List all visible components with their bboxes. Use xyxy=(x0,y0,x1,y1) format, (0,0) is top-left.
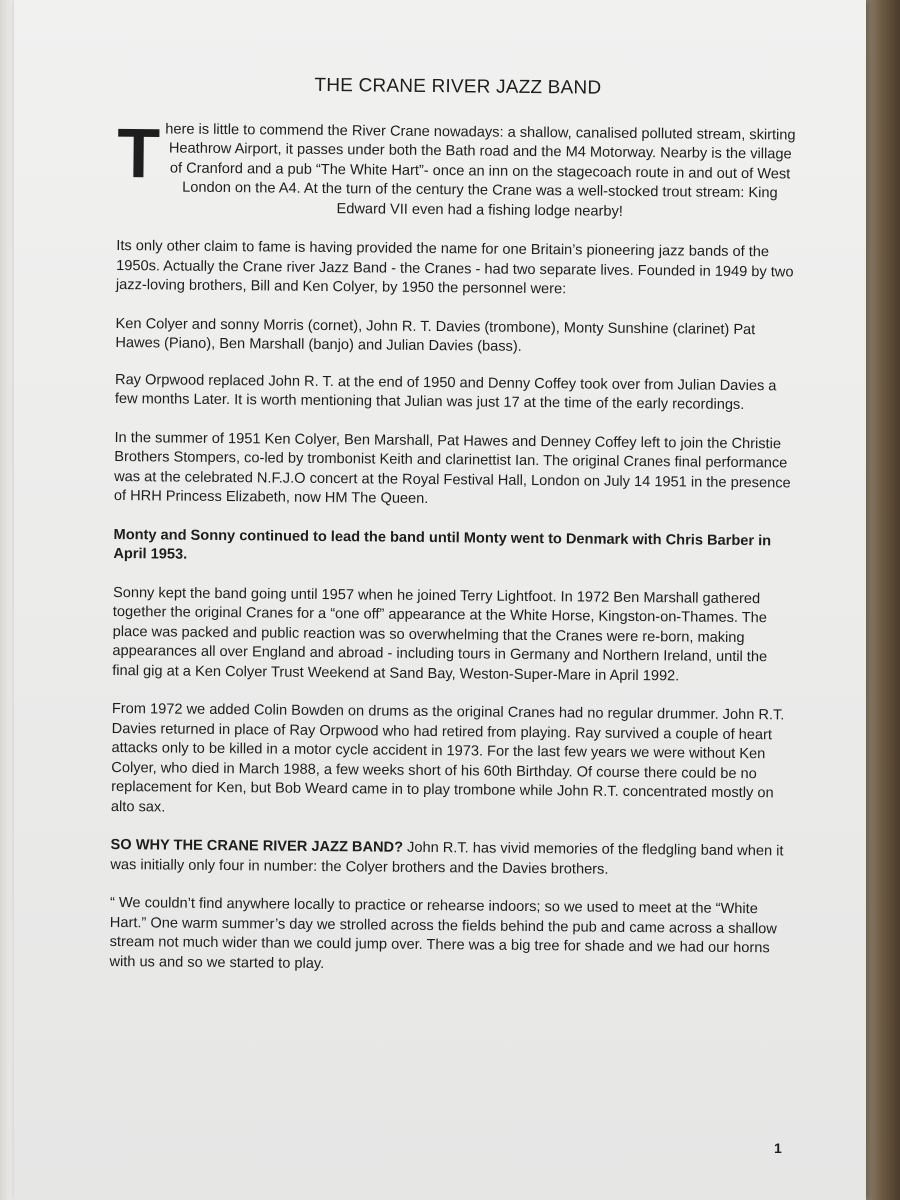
paragraph-1951: In the summer of 1951 Ken Colyer, Ben Marshall, Pat Hawes and Denney Coffey left to join the Christie Brothers Stompers, co-led by trombonist Keith and clarinettist Ian. The original Cranes final performance was at the celebrated N.F.J.O concert at the Royal Festival Hall, London on July 14 1951 in the presence of HRH Princess Elizabeth, now HM The Queen. xyxy=(113,429,791,507)
page-number: 1 xyxy=(774,1140,782,1156)
why-heading: SO WHY THE CRANE RIVER JAZZ BAND? xyxy=(110,836,404,856)
page-left-edge xyxy=(0,0,14,1200)
paragraph-claim-to-fame: Its only other claim to fame is having provided the name for one Britain’s pioneering jazz bands of the 1950s. Actually the Crane river Jazz Band - the Cranes - had two separate lives. Founded in 1949 by two jazz-loving brothers, Bill and Ken Colyer, by 1950 the personnel were: xyxy=(115,237,794,298)
paragraph-why xyxy=(110,836,790,882)
intro-text: here is little to commend the River Crane nowadays: a shallow, canalised polluted stream, skirting Heathrow Airport, it passes under both the Bath road and the M4 Motorway. Nearby is the village of Cranford and a pub “The White Hart”- once an inn on the stagecoach route in and out of West London on the A4. At the turn of the century the Crane was a well-stocked trout stream: King Edward VII even had a fishing lodge nearby! xyxy=(165,120,796,220)
paragraph-personnel: Ken Colyer and sonny Morris (cornet), John R. T. Davies (trombone), Monty Sunshine (clarinet) Pat Hawes (Piano), Ben Marshall (banjo) and Julian Davies (bass). xyxy=(115,315,756,355)
intro-paragraph xyxy=(116,113,798,223)
drop-cap: T xyxy=(116,113,161,192)
document-body xyxy=(109,74,798,997)
paragraph-1972: From 1972 we added Colin Bowden on drums as the original Cranes had no regular drummer. John R.T. Davies returned in place of Ray Orpwood who had retired from playing. Ray survived a couple of heart attacks only to be killed in a motor cycle accident in 1973. For the last few years we were without Ken Colyer, who died in March 1988, a few weeks short of his 60th Birthday. Of course there could be no replacement for Ken, but Bob Weard came in to play trombone while John R.T. concentrated mostly on alto sax. xyxy=(110,700,785,815)
paragraph-orpwood: Ray Orpwood replaced John R. T. at the end of 1950 and Denny Coffey took over from Julian Davies a few months Later. It is worth mentioning that Julian was just 17 at the time of the early recordings. xyxy=(114,371,777,414)
paragraph-sonny: Sonny kept the band going until 1957 when he joined Terry Lightfoot. In 1972 Ben Marshall gathered together the original Cranes for a “one off” appearance at the White Horse, Kingston-on-Thames. The place was packed and public reaction was so overwhelming that the Cranes were re-born, making appearances all over England and abroad - including tours in Germany and Northern Ireland, until the final gig at a Ken Colyer Trust Weekend at Sand Bay, Weston-Super-Mare in April 1992. xyxy=(112,584,768,684)
paragraph-quote: “ We couldn’t find anywhere locally to practice or rehearse indoors; so we used to meet at the “White Hart.” One warm summer’s day we strolled across the fields behind the pub and came across a shallow stream not much wider than we could jump over. There was a big tree for shade and we had our horns with us and so we started to play. xyxy=(109,894,777,972)
paragraph-monty-sonny: Monty and Sonny continued to lead the band until Monty went to Denmark with Chris Barber in April 1953. xyxy=(113,526,772,563)
paper-sheet xyxy=(14,0,866,1200)
why-text: John R.T. has vivid memories of the fledgling band when it was initially only four in number: the Colyer brothers and the Davies brothers. xyxy=(110,839,784,878)
document-title: THE CRANE RIVER JAZZ BAND xyxy=(314,74,602,99)
